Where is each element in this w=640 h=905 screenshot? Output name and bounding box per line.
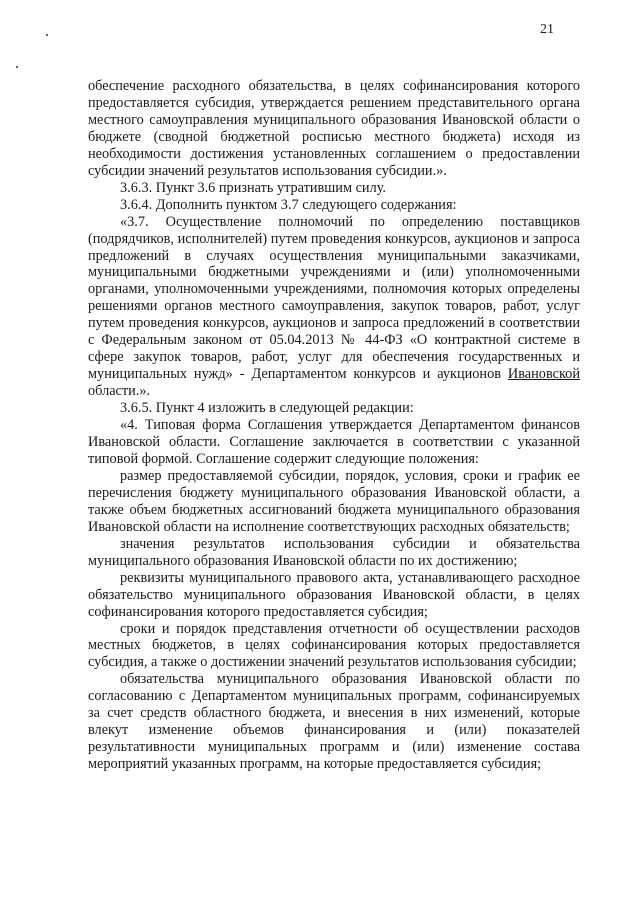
list-item-subsidy-size: размер предоставляемой субсидии, порядок, условия, сроки и график ее перечисления бюджету муниципального образования Ивановской области, а также объем бюджетных ассигнований бюджета муниципального образования Ивановской области на исполнение соответствующих расходных обязательств; — [88, 467, 580, 535]
document-body — [88, 78, 580, 773]
paragraph-4: «4. Типовая форма Соглашения утверждается Департаментом финансов Ивановской области. Соглашение заключается в соответствии с указанной типовой формой. Соглашение содержит следующие положения: — [88, 417, 580, 467]
paragraph-continuation: обеспечение расходного обязательства, в целях софинансирования которого предоставляется субсидия, утверждается решением представительного органа местного самоуправления муниципального образования Ивановской области о бюджете (сводной бюджетной росписью местного бюджета) исходя из необходимости достижения установленных соглашением о предоставлении субсидии значений результатов использования субсидии.». — [88, 78, 580, 179]
paragraph-3-6-4: 3.6.4. Дополнить пунктом 3.7 следующего содержания: — [120, 196, 457, 213]
page-number: 21 — [540, 22, 554, 37]
list-item-obligations: обязательства муниципального образования Ивановской области по согласованию с Департаментом муниципальных программ, софинансируемых за счет средств областного бюджета, и внесения в них изменений, которые влекут изменение объемов финансирования и (или) показателей результативности муниципальных программ и (или) изменение состава мероприятий указанных программ, на которые предоставляется субсидия; — [88, 671, 580, 773]
underlined-word: Ивановской — [507, 366, 580, 383]
paragraph-3-7-text: «3.7. Осуществление полномочий по определению поставщиков (подрядчиков, исполнителей) путем проведения конкурсов, аукционов и запроса предложений в случаях осуществления муниципальными заказчиками, муниципальными бюджетными учреждениями и (или) уполномоченными органами, уполномоченными учреждениями, полномочия которых определены решениями органов местного самоуправления, закупок товаров, работ, услуг путем проведения конкурсов, аукционов и запроса предложений в соответствии с Федеральным законом от 05.04.2013 № 44-ФЗ «О контрактной системе в сфере закупок товаров, работ, услуг для обеспечения государственных и муниципальных нужд» - Департаментом конкурсов и аукционов — [88, 213, 580, 383]
paragraph-3-7-end: области.». — [88, 383, 151, 400]
paragraph-3-6-3: 3.6.3. Пункт 3.6 признать утратившим силу. — [120, 179, 387, 196]
paragraph-3-6-5: 3.6.5. Пункт 4 изложить в следующей редакции: — [120, 400, 414, 417]
list-item-reporting: сроки и порядок представления отчетности об осуществлении расходов местных бюджетов, в целях софинансирования которых предоставляется субсидия, а также о достижении значений результатов использования субсидии; — [88, 620, 580, 671]
list-item-result-values: значения результатов использования субсидии и обязательства муниципального образования Ивановской области по их достижению; — [88, 535, 580, 569]
paragraph-3-7 — [88, 214, 580, 400]
scan-speck — [46, 34, 48, 36]
scan-speck — [16, 66, 18, 68]
list-item-legal-act: реквизиты муниципального правового акта, устанавливающего расходное обязательство муниципального образования Ивановской области, в целях софинансирования которого предоставляется субсидия; — [88, 569, 580, 620]
